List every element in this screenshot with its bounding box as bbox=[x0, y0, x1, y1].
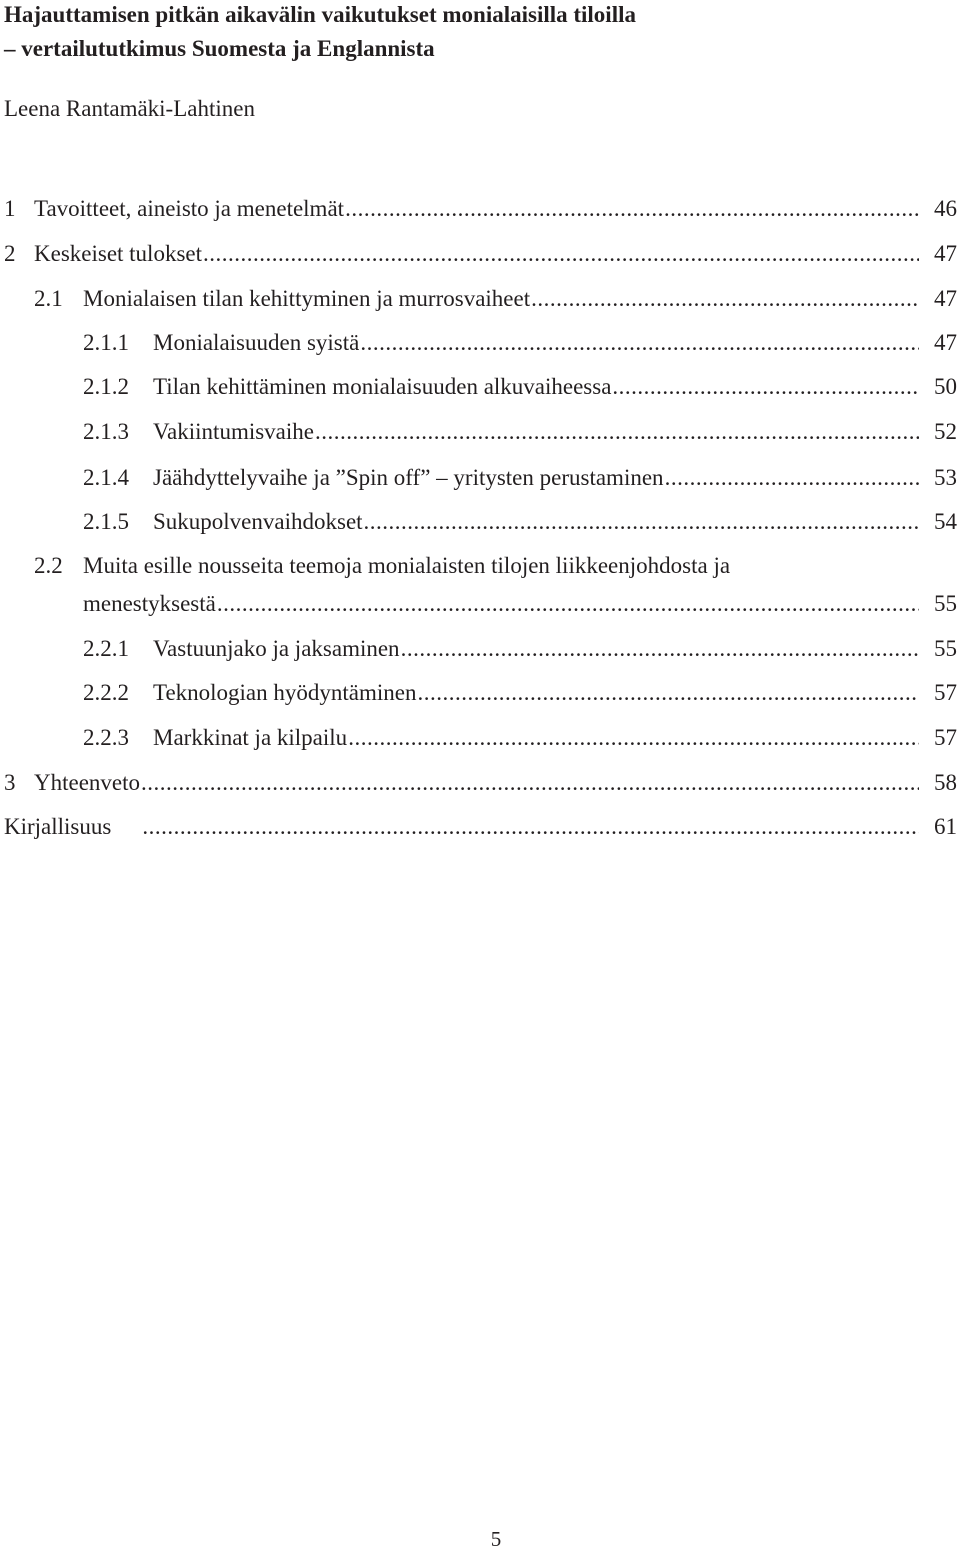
toc-number: 2.2.2 bbox=[83, 680, 129, 705]
toc-title-line bbox=[34, 193, 919, 225]
toc-entry[interactable] bbox=[0, 767, 960, 799]
toc-number: 2.1.1 bbox=[83, 330, 129, 355]
toc-title-line bbox=[83, 283, 919, 315]
toc-number: 2 bbox=[4, 241, 16, 266]
toc-dot-leader bbox=[141, 811, 919, 843]
toc-number: 2.1.4 bbox=[83, 465, 129, 490]
toc-title-line bbox=[153, 506, 919, 538]
toc-title-line bbox=[153, 677, 919, 709]
toc-title-line bbox=[4, 811, 919, 843]
toc-title-cont: menestyksestä bbox=[83, 591, 216, 616]
toc-page-number: 57 bbox=[934, 725, 957, 750]
toc-title-line bbox=[153, 633, 919, 665]
toc-title-line bbox=[34, 238, 919, 270]
toc-dot-leader bbox=[359, 327, 919, 359]
toc-title: Jäähdyttelyvaihe ja ”Spin off” – yritysten perustaminen bbox=[153, 465, 664, 490]
toc-entry[interactable] bbox=[0, 193, 960, 225]
toc-dot-leader bbox=[347, 722, 919, 754]
toc-entry[interactable] bbox=[0, 371, 960, 403]
toc-title-line bbox=[153, 327, 919, 359]
toc-dot-leader bbox=[140, 767, 919, 799]
toc-title-line bbox=[83, 550, 730, 582]
toc-title: Keskeiset tulokset bbox=[34, 241, 202, 266]
toc-entry[interactable] bbox=[0, 416, 960, 448]
toc-title: Markkinat ja kilpailu bbox=[153, 725, 348, 750]
toc-title: Monialaisuuden syistä bbox=[153, 330, 360, 355]
toc-page-number: 47 bbox=[934, 241, 957, 266]
toc-page-number: 46 bbox=[934, 196, 957, 221]
toc-title: Muita esille nousseita teemoja monialaisten tilojen liikkeenjohdosta ja bbox=[83, 553, 731, 578]
toc-title: Vakiintumisvaihe bbox=[153, 419, 314, 444]
toc-title: Tilan kehittäminen monialaisuuden alkuvaiheessa bbox=[153, 374, 612, 399]
toc-title: Tavoitteet, aineisto ja menetelmät bbox=[34, 196, 345, 221]
toc-number: 2.2.1 bbox=[83, 636, 129, 661]
toc-entry[interactable] bbox=[0, 506, 960, 538]
toc-title-continuation bbox=[83, 588, 919, 620]
document-title-line-1: Hajauttamisen pitkän aikavälin vaikutukset monialaisilla tiloilla bbox=[4, 2, 636, 27]
toc-title-line bbox=[153, 371, 919, 403]
toc-page-number: 58 bbox=[934, 770, 957, 795]
toc-number: 2.1.2 bbox=[83, 374, 129, 399]
toc-title: Vastuunjako ja jaksaminen bbox=[153, 636, 400, 661]
toc-title: Sukupolvenvaihdokset bbox=[153, 509, 363, 534]
toc-page-number: 55 bbox=[934, 636, 957, 661]
toc-entry[interactable] bbox=[0, 283, 960, 315]
toc-dot-leader bbox=[344, 193, 919, 225]
toc-page-number: 50 bbox=[934, 374, 957, 399]
toc-entry[interactable] bbox=[0, 633, 960, 665]
toc-number: 1 bbox=[4, 196, 16, 221]
toc-number: 2.2 bbox=[34, 553, 63, 578]
toc-number: 2.1 bbox=[34, 286, 63, 311]
toc-title-line bbox=[153, 722, 919, 754]
toc-title: Teknologian hyödyntäminen bbox=[153, 680, 417, 705]
toc-dot-leader bbox=[363, 506, 919, 538]
toc-page-number: 52 bbox=[934, 419, 957, 444]
toc-dot-leader bbox=[611, 371, 919, 403]
toc-entry[interactable] bbox=[0, 238, 960, 270]
toc-dot-leader bbox=[400, 633, 919, 665]
toc-entry[interactable] bbox=[0, 722, 960, 754]
toc-page-number: 61 bbox=[934, 814, 957, 839]
page-number: 5 bbox=[490, 1527, 502, 1551]
toc-title-line bbox=[34, 767, 919, 799]
toc-entry[interactable] bbox=[0, 462, 960, 494]
toc-page-number: 47 bbox=[934, 286, 957, 311]
toc-dot-leader bbox=[314, 416, 919, 448]
toc-page-number: 55 bbox=[934, 591, 957, 616]
toc-entry[interactable] bbox=[0, 811, 960, 843]
toc-title: Kirjallisuus bbox=[4, 814, 112, 839]
toc-number: 2.1.5 bbox=[83, 509, 129, 534]
author-name: Leena Rantamäki-Lahtinen bbox=[4, 96, 255, 121]
toc-title-line bbox=[153, 416, 919, 448]
toc-dot-leader bbox=[216, 588, 919, 620]
toc-number: 2.1.3 bbox=[83, 419, 129, 444]
toc-dot-leader bbox=[664, 462, 919, 494]
toc-page-number: 53 bbox=[934, 465, 957, 490]
toc-entry[interactable] bbox=[0, 327, 960, 359]
document-title-line-2: – vertailututkimus Suomesta ja Englannista bbox=[4, 36, 435, 61]
toc-title: Yhteenveto bbox=[34, 770, 141, 795]
toc-entry[interactable] bbox=[0, 677, 960, 709]
toc-dot-leader bbox=[530, 283, 919, 315]
toc-page-number: 54 bbox=[934, 509, 957, 534]
toc-number: 2.2.3 bbox=[83, 725, 129, 750]
toc-dot-leader bbox=[202, 238, 919, 270]
toc-number: 3 bbox=[4, 770, 16, 795]
toc-title: Monialaisen tilan kehittyminen ja murrosvaiheet bbox=[83, 286, 531, 311]
toc-page-number: 57 bbox=[934, 680, 957, 705]
toc-title-line bbox=[153, 462, 919, 494]
toc-dot-leader bbox=[416, 677, 919, 709]
toc-entry[interactable] bbox=[0, 550, 960, 622]
toc-page-number: 47 bbox=[934, 330, 957, 355]
